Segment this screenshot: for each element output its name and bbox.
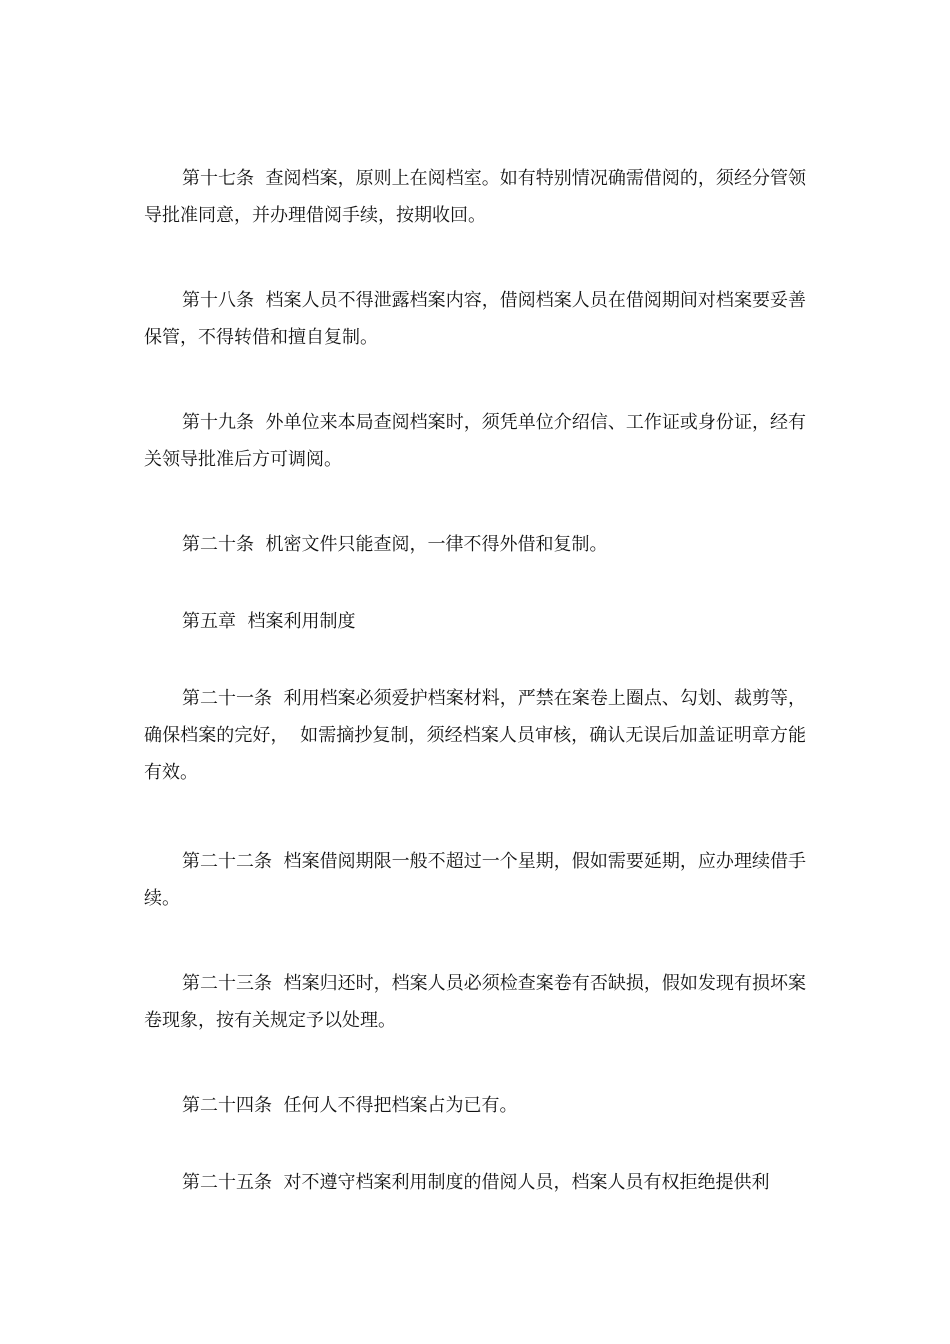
article-19-paragraph: 第十九条 外单位来本局查阅档案时，须凭单位介绍信、工作证或身份证，经有关领导批准后方可调阅。 [144, 412, 806, 470]
article-17-paragraph: 第十七条 查阅档案，原则上在阅档室。如有特别情况确需借阅的，须经分管领导批准同意，并办理借阅手续，按期收回。 [144, 168, 806, 226]
article-20-paragraph: 第二十条 机密文件只能查阅，一律不得外借和复制。 [182, 534, 608, 555]
article-24-paragraph: 第二十四条 任何人不得把档案占为已有。 [182, 1095, 518, 1116]
article-23-paragraph: 第二十三条 档案归还时，档案人员必须检查案卷有否缺损，假如发现有损坏案卷现象，按有关规定予以处理。 [144, 973, 806, 1031]
article-21-paragraph: 第二十一条 利用档案必须爱护档案材料，严禁在案卷上圈点、勾划、裁剪等，确保档案的完好， 如需摘抄复制，须经档案人员审核，确认无误后加盖证明章方能有效。 [144, 688, 806, 783]
article-22-paragraph: 第二十二条 档案借阅期限一般不超过一个星期，假如需要延期，应办理续借手续。 [144, 851, 806, 909]
chapter-5-heading: 第五章 档案利用制度 [182, 611, 356, 632]
article-18-paragraph: 第十八条 档案人员不得泄露档案内容，借阅档案人员在借阅期间对档案要妥善保管，不得转借和擅自复制。 [144, 290, 806, 348]
article-25-paragraph: 第二十五条 对不遵守档案利用制度的借阅人员，档案人员有权拒绝提供利 [182, 1172, 770, 1193]
